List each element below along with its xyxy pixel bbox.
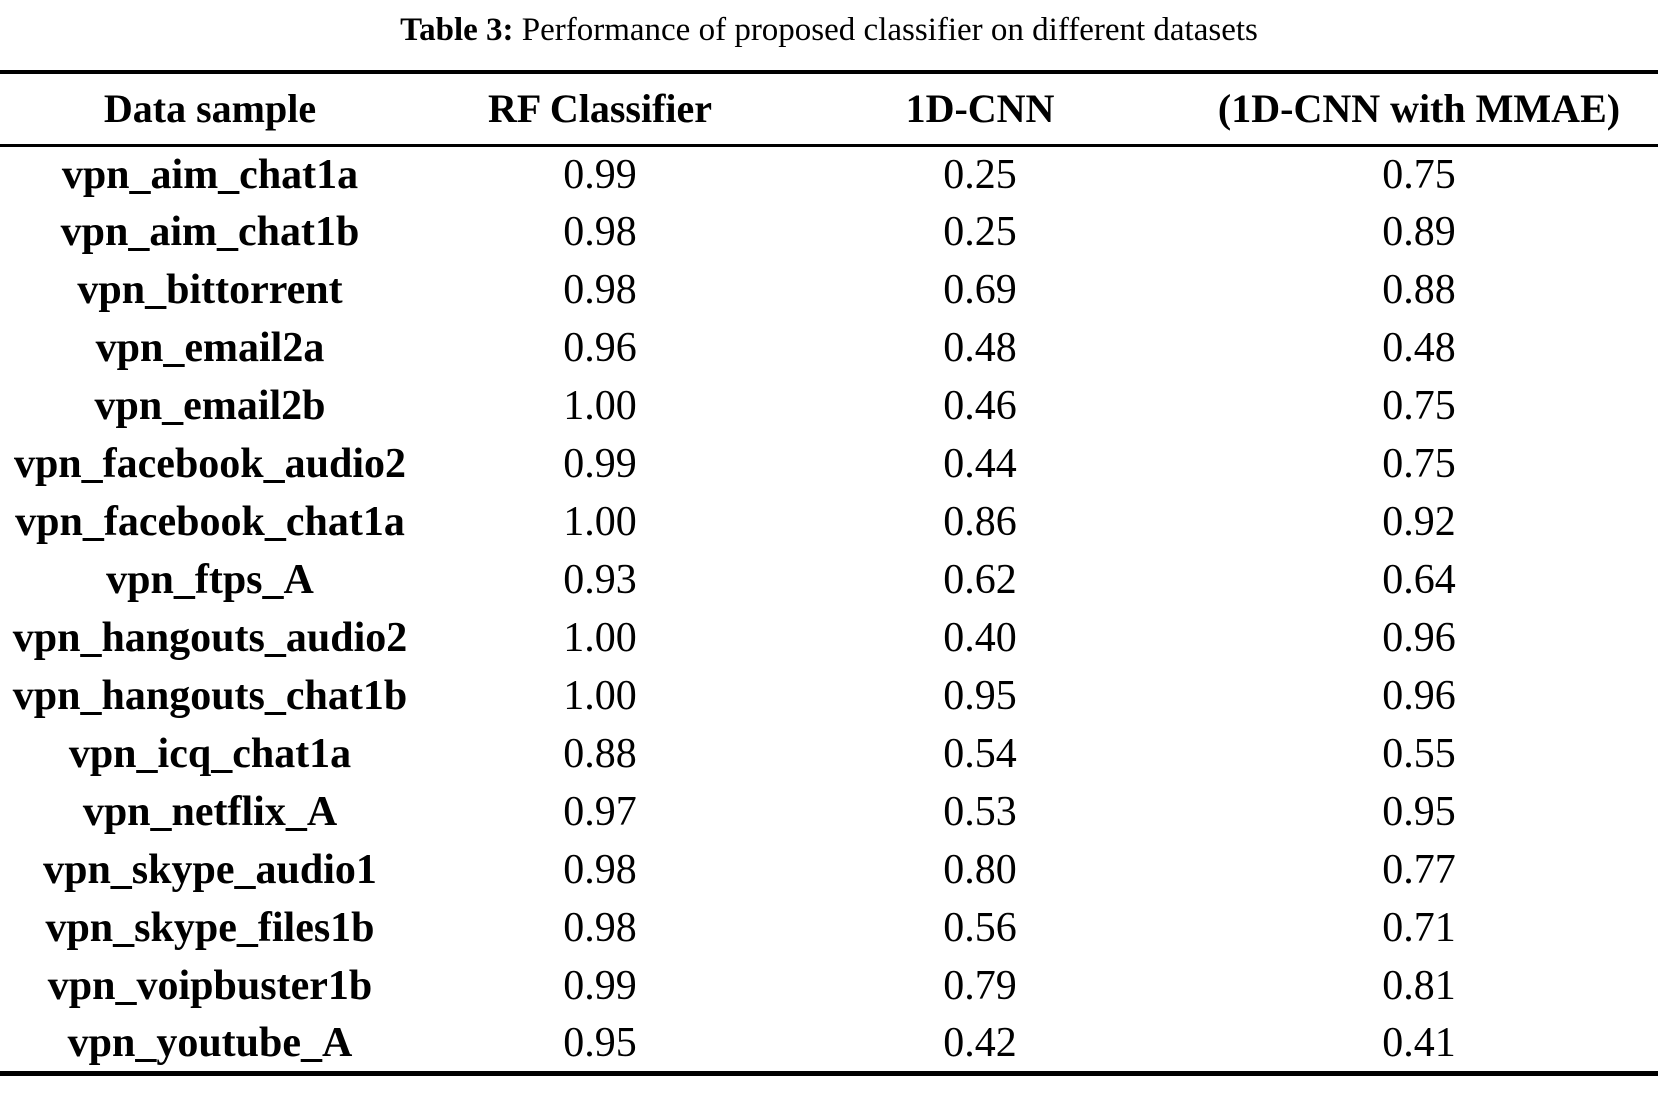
mmae-cell: 0.75 (1382, 441, 1456, 487)
column-header-rf-classifier: RF Classifier (420, 72, 780, 145)
rf-classifier-cell: 0.95 (563, 1019, 637, 1066)
table-row (0, 1015, 1658, 1073)
dataset-name-cell: vpn_aim_chat1a (61, 151, 359, 198)
dataset-name-cell: vpn_email2b (94, 383, 326, 429)
table-row (0, 261, 1658, 319)
table-row (0, 841, 1658, 899)
mmae-cell: 0.77 (1382, 847, 1456, 893)
table-row (0, 957, 1658, 1015)
cnn-cell: 0.56 (943, 905, 1017, 951)
mmae-cell: 0.96 (1382, 673, 1456, 719)
table-row (0, 609, 1658, 667)
rf-classifier-cell: 1.00 (563, 499, 637, 545)
cnn-cell: 0.48 (943, 325, 1017, 371)
rf-classifier-cell: 1.00 (563, 615, 637, 661)
cnn-cell: 0.25 (943, 151, 1017, 198)
rf-classifier-cell: 0.98 (563, 267, 637, 313)
mmae-cell: 0.64 (1382, 557, 1456, 603)
column-header-1d-cnn-mmae: (1D-CNN with MMAE) (1180, 72, 1658, 145)
rf-classifier-cell: 0.98 (563, 847, 637, 893)
cnn-cell: 0.53 (943, 789, 1017, 835)
rf-classifier-cell: 0.88 (563, 731, 637, 777)
cnn-cell: 0.40 (943, 615, 1017, 661)
rf-classifier-cell: 0.93 (563, 557, 637, 603)
table-row (0, 725, 1658, 783)
cnn-cell: 0.25 (943, 209, 1017, 255)
table-row (0, 435, 1658, 493)
table-row (0, 319, 1658, 377)
rf-classifier-cell: 0.98 (563, 905, 637, 951)
table-row (0, 667, 1658, 725)
mmae-cell: 0.81 (1382, 963, 1456, 1009)
table-caption (0, 0, 1658, 70)
cnn-cell: 0.80 (943, 847, 1017, 893)
rf-classifier-cell: 0.99 (563, 963, 637, 1009)
rf-classifier-cell: 1.00 (563, 383, 637, 429)
dataset-name-cell: vpn_facebook_audio2 (13, 441, 407, 487)
dataset-name-cell: vpn_icq_chat1a (68, 731, 352, 777)
rf-classifier-cell: 0.99 (563, 151, 637, 198)
mmae-cell: 0.92 (1382, 499, 1456, 545)
dataset-name-cell: vpn_facebook_chat1a (15, 499, 405, 545)
column-header-1d-cnn: 1D-CNN (780, 72, 1180, 145)
caption-table-number: Table 3: (400, 12, 514, 48)
rf-classifier-cell: 0.99 (563, 441, 637, 487)
mmae-cell: 0.48 (1382, 325, 1456, 371)
table-row (0, 377, 1658, 435)
mmae-cell: 0.88 (1382, 267, 1456, 313)
dataset-name-cell: vpn_youtube_A (67, 1019, 353, 1066)
table-row (0, 493, 1658, 551)
mmae-cell: 0.71 (1382, 905, 1456, 951)
cnn-cell: 0.54 (943, 731, 1017, 777)
dataset-name-cell: vpn_bittorrent (77, 267, 343, 313)
dataset-name-cell: vpn_hangouts_chat1b (12, 673, 408, 719)
mmae-cell: 0.95 (1382, 789, 1456, 835)
cnn-cell: 0.46 (943, 383, 1017, 429)
mmae-cell: 0.89 (1382, 209, 1456, 255)
mmae-cell: 0.75 (1382, 151, 1456, 198)
rf-classifier-cell: 1.00 (563, 673, 637, 719)
mmae-cell: 0.41 (1382, 1019, 1456, 1066)
rf-classifier-cell: 0.98 (563, 209, 637, 255)
dataset-name-cell: vpn_hangouts_audio2 (12, 615, 408, 661)
cnn-cell: 0.44 (943, 441, 1017, 487)
dataset-name-cell: vpn_skype_files1b (45, 905, 375, 951)
mmae-cell: 0.75 (1382, 383, 1456, 429)
table-header-row (0, 72, 1658, 145)
table-row (0, 899, 1658, 957)
dataset-name-cell: vpn_voipbuster1b (47, 963, 373, 1009)
cnn-cell: 0.86 (943, 499, 1017, 545)
rf-classifier-cell: 0.97 (563, 789, 637, 835)
dataset-name-cell: vpn_email2a (95, 325, 325, 371)
table-body (0, 145, 1658, 1073)
table-row (0, 783, 1658, 841)
table-row (0, 551, 1658, 609)
cnn-cell: 0.62 (943, 557, 1017, 603)
results-table (0, 70, 1658, 1076)
cnn-cell: 0.95 (943, 673, 1017, 719)
dataset-name-cell: vpn_skype_audio1 (43, 847, 377, 893)
cnn-cell: 0.79 (943, 963, 1017, 1009)
column-header-data-sample: Data sample (0, 72, 420, 145)
cnn-cell: 0.69 (943, 267, 1017, 313)
caption-text: Performance of proposed classifier on different datasets (521, 12, 1258, 48)
rf-classifier-cell: 0.96 (563, 325, 637, 371)
dataset-name-cell: vpn_netflix_A (82, 789, 338, 835)
dataset-name-cell: vpn_aim_chat1b (60, 209, 360, 255)
dataset-name-cell: vpn_ftps_A (106, 557, 314, 603)
table-row (0, 145, 1658, 203)
mmae-cell: 0.55 (1382, 731, 1456, 777)
cnn-cell: 0.42 (943, 1019, 1017, 1066)
mmae-cell: 0.96 (1382, 615, 1456, 661)
table-row (0, 203, 1658, 261)
